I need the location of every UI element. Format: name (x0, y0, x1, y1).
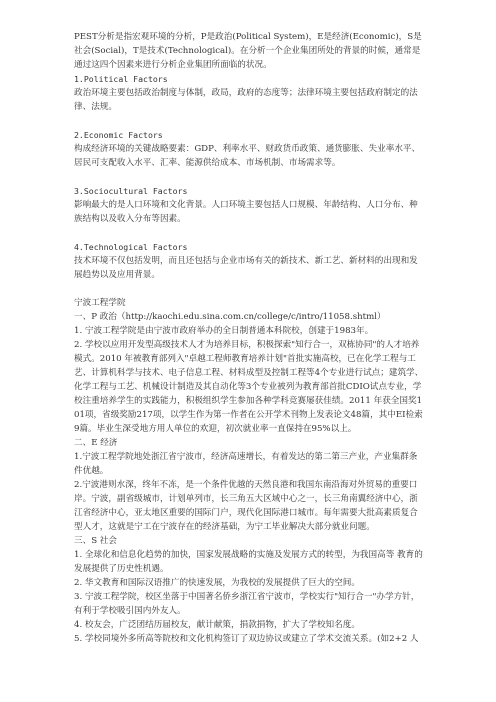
e-item-1: 1.宁波工程学院地处浙江省宁波市，经济高速增长，有着发达的第二第三产业，产业集群条件优越。 (74, 452, 418, 476)
social-text: 影响最大的是人口环境和文化背景。人口环境主要包括人口规模、年龄结构、人口分布、种族结构以及收入分布等因素。 (74, 200, 418, 224)
political-text: 政治环境主要包括政治制度与体制，政局，政府的态度等；法律环境主要包括政府制定的法律、法规。 (74, 88, 418, 112)
economic-heading: 2.Economic Factors (74, 130, 163, 140)
s-item-4: 4. 校友会，广泛团结历届校友，献计献策，捐款捐物，扩大了学校知名度。 (74, 620, 360, 630)
document-page (74, 30, 424, 646)
p-item-2: 2. 学校以应用开发型高级技术人才为培养目标，积极探索"知行合一，双栋协同"的人才培养模式。2010 年被教育部列入"卓越工程师教育培养计划"首批实施高校，已在化学工程与工艺、计算机科学与技术、电子信息工程、材料成型及控制工程等4个专业进行试点；建筑学、化学工程与工艺、机械设计制造及其自动化等3个专业被列为教育部首批CDIO试点专业，学校注重培养学生的实践能力，积极组织学生参加各种学科竞赛屡获佳绩。2011 年获全国奖101项，省级奖励217项，以学生作为第一作者在公开学术刊物上发表论文48篇，其中EI检索9篇。毕业生深受地方用人单位的欢迎，初次就业率一直保持在95%以上。 (74, 340, 424, 434)
s-item-2: 2. 华文教育和国际汉语推广的快速发展，为我校的发展提供了巨大的空间。 (74, 578, 360, 588)
school-title: 宁波工程学院 (74, 298, 126, 308)
e-item-2: 2.宁波港则水深，终年不冻，是一个条件优越的天然良港和我国东南沿海对外贸易的重要口岸。宁波，副省级城市，计划单列市，长三角五大区域中心之一，长三角南翼经济中心，浙江省经济中心，亚太地区重要的国际门户，现代化国际港口城市。每年需要大批高素质复合型人才，这就是宁工在宁波存在的经济基础，为宁工毕业解决大部分就业问题。 (74, 480, 418, 532)
p-heading: 一、P 政治（http://kaochi.edu.sina.com.cn/college/c/intro/11058.shtml） (74, 312, 386, 322)
s-heading: 三、S 社会 (74, 536, 117, 546)
intro-paragraph: PEST分析是指宏观环境的分析，P是政治(Political System)，E是经济(Economic)，S是社会(Social)，T是技术(Technological)。在分析一个企业集团所处的背景的时候，通常是通过这四个因素来进行分析企业集团所面临的状况。 (74, 32, 422, 70)
s-item-5: 5. 学校同境外多所高等院校和文化机构签订了双边协议或建立了学术交流关系。(如2+2 人 (74, 634, 419, 644)
s-item-1: 1. 全球化和信息化趋势的加快，国家发展战略的实施及发展方式的转型，为我国高等 教育的发展提供了历史性机遇。 (74, 550, 423, 574)
e-heading: 二、E 经济 (74, 438, 118, 448)
political-heading: 1.Political Factors (74, 74, 168, 84)
tech-heading: 4.Technological Factors (74, 242, 188, 252)
s-item-3: 3. 宁波工程学院，校区坐落于中国著名侨乡浙江省宁波市，学校实行"知行合一"办学方针，有利于学校吸引国内外友人。 (74, 592, 420, 616)
social-heading: 3.Sociocultural Factors (74, 186, 188, 196)
p-item-1: 1. 宁波工程学院是由宁波市政府举办的全日制普通本科院校，创建于1983年。 (74, 326, 374, 336)
tech-text: 技术环境不仅包括发明，而且还包括与企业市场有关的新技术、新工艺、新材料的出现和发展趋势以及应用背景。 (74, 256, 418, 280)
economic-text: 构成经济环境的关键战略要素：GDP、利率水平、财政货币政策、通货膨胀、失业率水平、居民可支配收入水平、汇率、能源供给成本、市场机制、市场需求等。 (74, 144, 421, 168)
